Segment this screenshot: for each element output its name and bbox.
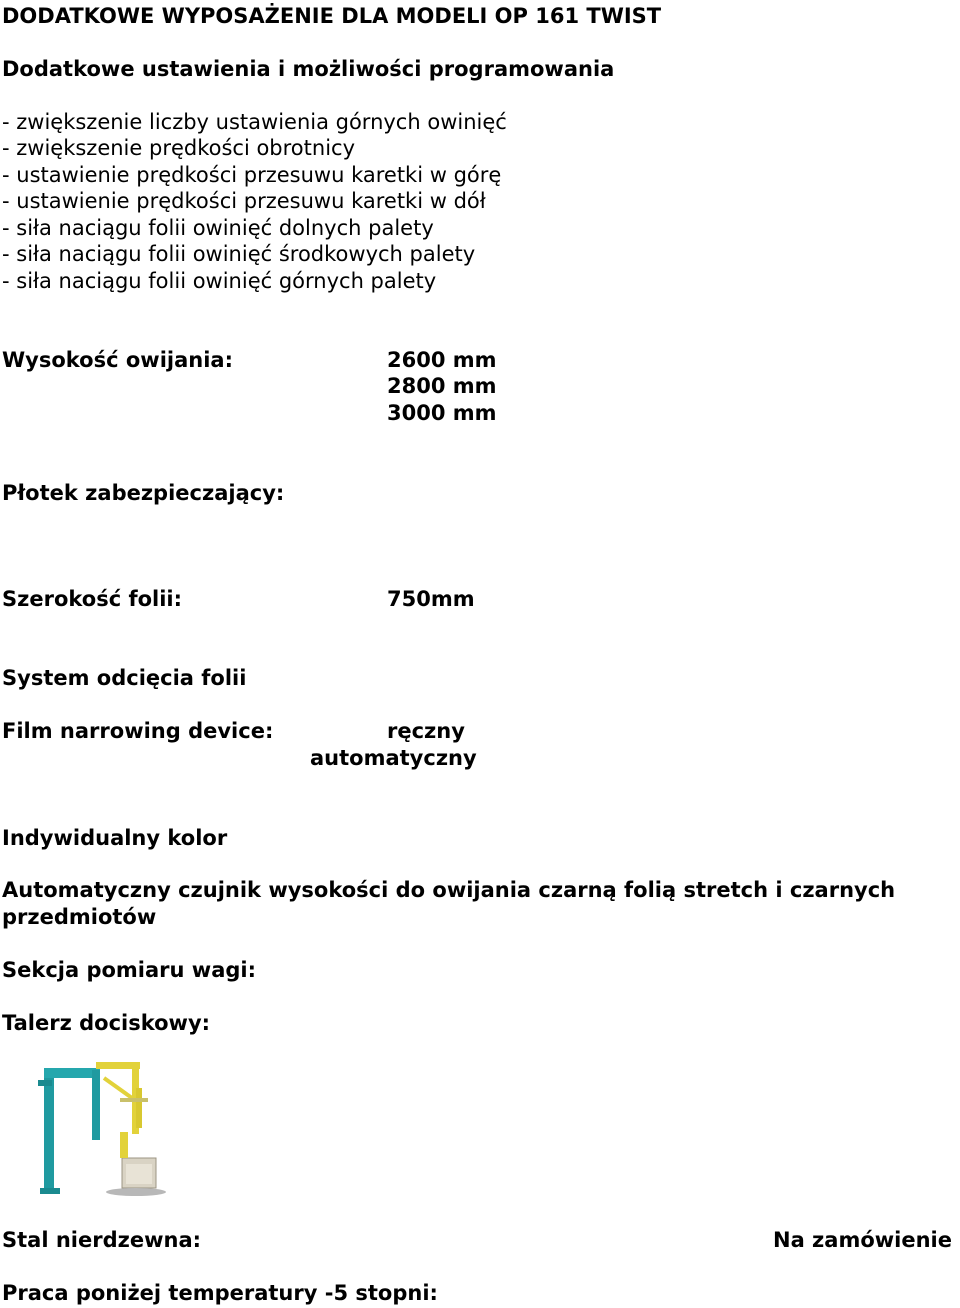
film-width-label: Szerokość folii:: [2, 587, 183, 611]
list-item: - siła naciągu folii owinięć środkowych palety: [2, 242, 476, 266]
press-plate-label: Talerz dociskowy:: [2, 1011, 211, 1035]
list-item: - siła naciągu folii owinięć dolnych palety: [2, 216, 434, 240]
height-sensor-line2: przedmiotów: [2, 905, 157, 929]
wrapping-height-value: 2800 mm: [387, 374, 497, 398]
wrapping-height-value: 2600 mm: [387, 348, 497, 372]
list-item: - ustawienie prędkości przesuwu karetki w górę: [2, 163, 502, 187]
list-item: - siła naciągu folii owinięć górnych palety: [2, 269, 437, 293]
document-title: DODATKOWE WYPOSAŻENIE DLA MODELI OP 161 TWIST: [2, 4, 662, 28]
height-sensor-line1: Automatyczny czujnik wysokości do owijania czarną folią stretch i czarnych: [2, 878, 896, 902]
stainless-steel-label: Stal nierdzewna:: [2, 1228, 202, 1252]
document-subtitle: Dodatkowe ustawienia i możliwości programowania: [2, 57, 615, 81]
stainless-steel-value: Na zamówienie: [773, 1228, 952, 1252]
list-item: - zwiększenie prędkości obrotnicy: [2, 136, 356, 160]
film-narrowing-option: automatyczny: [310, 746, 477, 770]
weighing-label: Sekcja pomiaru wagi:: [2, 958, 256, 982]
press-plate-arm: [96, 1062, 148, 1134]
film-narrowing-label: Film narrowing device:: [2, 719, 274, 743]
film-cutting-label: System odcięcia folii: [2, 666, 247, 690]
list-item: - ustawienie prędkości przesuwu karetki w dół: [2, 189, 486, 213]
wrapping-height-label: Wysokość owijania:: [2, 348, 233, 372]
low-temperature-label: Praca poniżej temperatury -5 stopni:: [2, 1281, 438, 1305]
pallet-load: [106, 1132, 166, 1196]
safety-fence-label: Płotek zabezpieczający:: [2, 481, 285, 505]
film-width-value: 750mm: [387, 587, 475, 611]
wrapping-height-value: 3000 mm: [387, 401, 497, 425]
custom-color-label: Indywidualny kolor: [2, 826, 228, 850]
machine-frame: [38, 1068, 100, 1194]
pallet-wrapper-illustration: [36, 1058, 166, 1198]
list-item: - zwiększenie liczby ustawienia górnych owinięć: [2, 110, 507, 134]
film-narrowing-option: ręczny: [387, 719, 465, 743]
